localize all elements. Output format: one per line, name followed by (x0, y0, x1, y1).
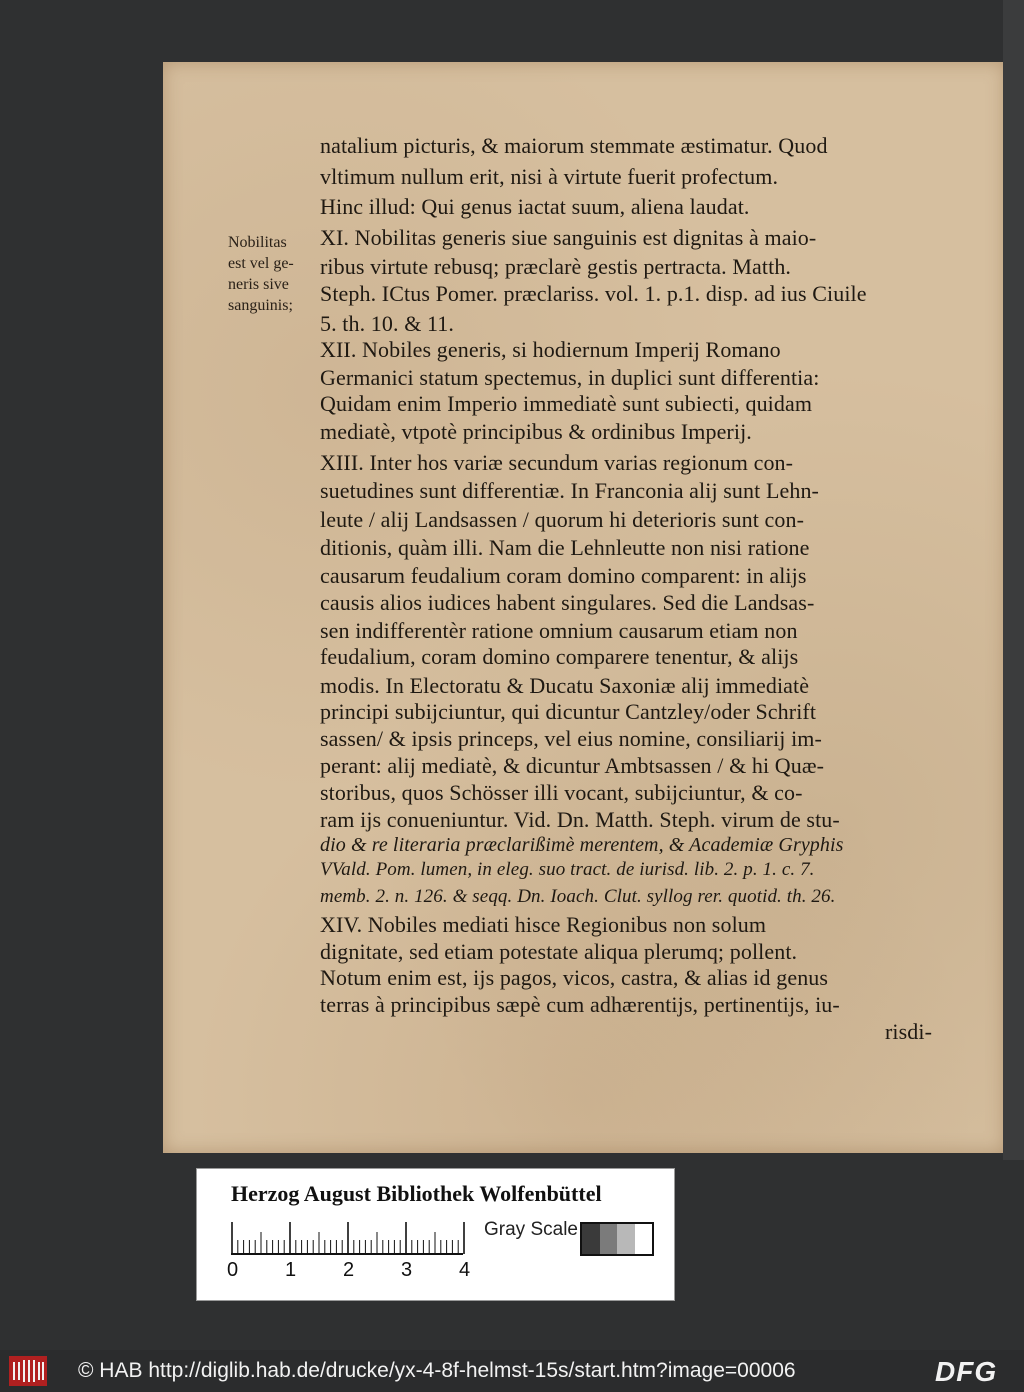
ruler-number: 1 (285, 1259, 297, 1281)
margin-note-line: neris sive (228, 276, 289, 293)
text-line: terras à principibus sæpè cum adhærentijs, pertinentijs, iu- (320, 992, 840, 1017)
text-line: ribus virtute rebusq; præclarè gestis pertracta. Matth. (320, 254, 792, 279)
text-line: Germanici statum spectemus, in duplici sunt differentia: (320, 365, 820, 390)
ruler-number: 2 (343, 1259, 355, 1281)
text-line: Quidam enim Imperio immediatè sunt subiecti, quidam (320, 391, 813, 416)
margin-note-line: Nobilitas (228, 234, 287, 251)
text-line: causis alios iudices habent singulares. Sed die Landsas- (320, 590, 815, 615)
ruler-number: 3 (401, 1259, 413, 1281)
text-line: dio & re literaria præclarißimè merentem, & Academiæ Gryphis (320, 834, 844, 856)
text-line: memb. 2. n. 126. & seqq. Dn. Ioach. Clut. syllog rer. quotid. th. 26. (320, 886, 836, 907)
text-line: suetudines sunt differentiæ. In Franconia alij sunt Lehn- (320, 478, 819, 503)
text-line: dignitate, sed etiam potestate aliqua plerumq; pollent. (320, 939, 798, 964)
margin-note-line: sanguinis; (228, 297, 293, 314)
gray-scale-bar (580, 1222, 654, 1256)
text-line: ditionis, quàm illi. Nam die Lehnleutte non nisi ratione (320, 535, 810, 560)
text-line: Steph. ICtus Pomer. præclariss. vol. 1. p.1. disp. ad ius Ciuile (320, 281, 867, 306)
text-line: vltimum nullum erit, nisi à virtute fuerit profectum. (320, 164, 779, 189)
margin-note (228, 232, 320, 316)
text-line: 5. th. 10. & 11. (320, 311, 455, 336)
ruler-number: 4 (459, 1259, 471, 1281)
text-line: causarum feudalium coram domino comparent: in alijs (320, 563, 807, 588)
hab-logo-icon (9, 1356, 47, 1386)
text-line: leute / alij Landsassen / quorum hi deterioris sunt con- (320, 507, 804, 532)
text-line: natalium picturis, & maiorum stemmate æstimatur. Quod (320, 133, 828, 158)
text-line: feudalium, coram domino comparere tenentur, & alijs (320, 644, 799, 669)
text-line: XII. Nobiles generis, si hodiernum Imperij Romano (320, 337, 781, 362)
text-line: storibus, quos Schösser illi vocant, subijciuntur, & co- (320, 780, 803, 805)
text-line: modis. In Electoratu & Ducatu Saxoniæ alij immediatè (320, 673, 810, 698)
text-line: XIV. Nobiles mediati hisce Regionibus non solum (320, 912, 767, 937)
text-line: mediatè, vtpotè principibus & ordinibus Imperij. (320, 419, 752, 444)
margin-note-line: est vel ge- (228, 255, 294, 272)
right-edge-strip (1003, 0, 1024, 1160)
library-scale-card (196, 1168, 675, 1301)
footer-bar (0, 1350, 1024, 1392)
text-line: XIII. Inter hos variæ secundum varias regionum con- (320, 450, 794, 475)
text-line: ram ijs conueniuntur. Vid. Dn. Matth. Steph. virum de stu- (320, 807, 840, 832)
text-line: principi subijciuntur, qui dicuntur Cantzley/oder Schrift (320, 699, 817, 724)
copyright-url[interactable]: © HAB http://diglib.hab.de/drucke/yx-4-8f-helmst-15s/start.htm?image=00006 (78, 1359, 796, 1382)
dfg-logo: DFG (935, 1356, 998, 1387)
text-line: perant: alij mediatè, & dicuntur Ambtsassen / & hi Quæ- (320, 753, 825, 778)
text-line: sassen/ & ipsis princeps, vel eius nomine, consiliarij im- (320, 726, 822, 751)
text-line: Hinc illud: Qui genus iactat suum, aliena laudat. (320, 194, 750, 219)
text-line: sen indifferentèr ratione omnium causarum etiam non (320, 618, 798, 643)
gray-scale-label: Gray Scale (484, 1219, 578, 1240)
text-line: XI. Nobilitas generis siue sanguinis est dignitas à maio- (320, 225, 817, 250)
text-line: VVald. Pom. lumen, in eleg. suo tract. de iurisd. lib. 2. p. 1. c. 7. (320, 859, 815, 880)
text-line: risdi- (884, 1019, 932, 1044)
library-title: Herzog August Bibliothek Wolfenbüttel (231, 1181, 602, 1206)
ruler-scale (231, 1221, 471, 1255)
ruler-number: 0 (227, 1259, 239, 1281)
text-line: Notum enim est, ijs pagos, vicos, castra, & alias id genus (320, 965, 829, 990)
